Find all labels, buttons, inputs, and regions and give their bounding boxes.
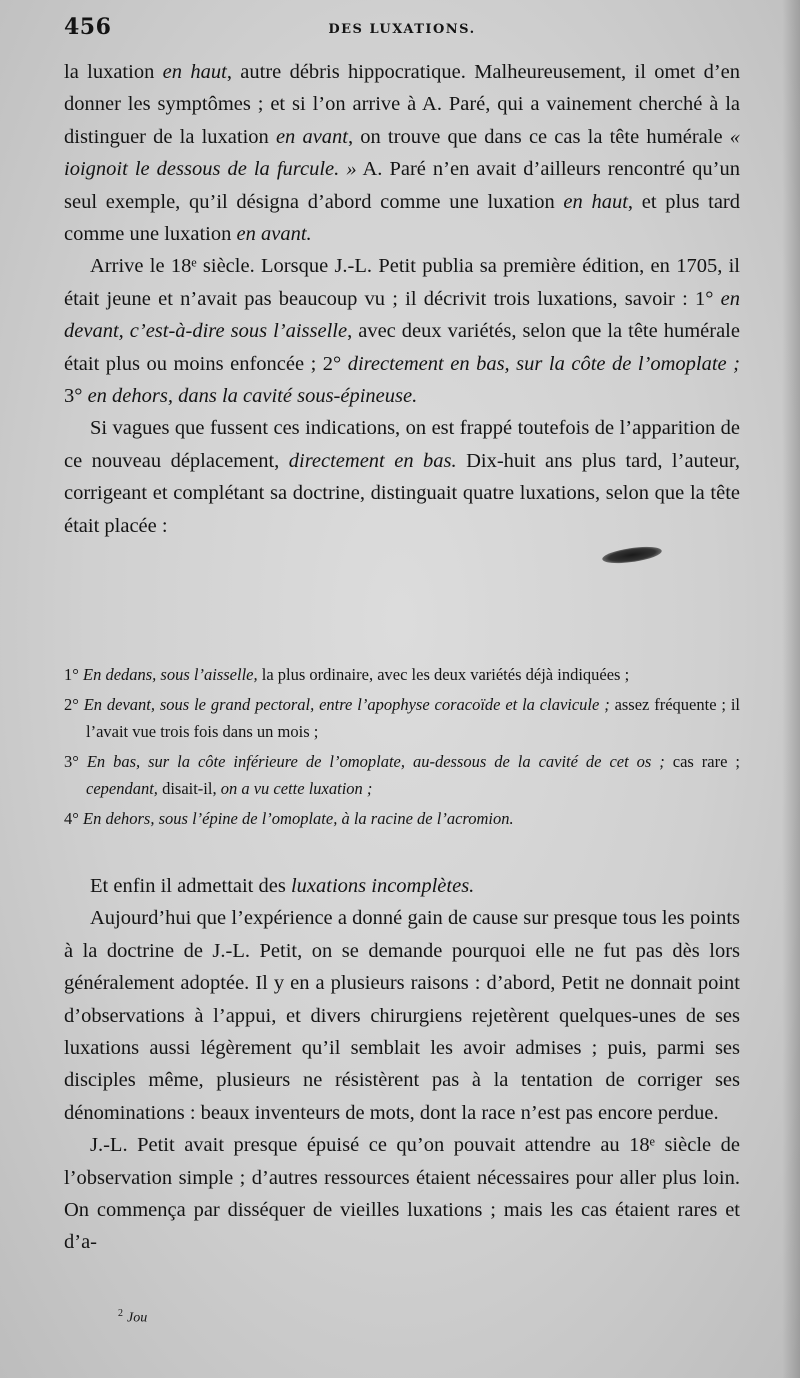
text-run: Si vagues que fussent ces indications, on est frappé toutefois de l’apparition de ce nouveau déplacement, — [64, 417, 740, 472]
italic-text: cependant, — [86, 778, 158, 798]
text-run: Aujourd’hui que l’expérience a donné gain de cause sur presque tous les points à la doctrine de J.-L. Petit, on se demande pourquoi elle ne fut pas dès lors généralement adoptée. Il y en a plusieurs raisons : d’abord, Petit ne donnait point d’observations à l’appui, et divers chirurgiens rejetèrent quelques-unes de ses luxations aussi légèrement qu’il semblait les avoir admises ; puis, parmi ses disciples même, plusieurs ne résistèrent pas à la tentation de corriger ses dénominations : beaux inventeurs de mots, dont la race n’est pas encore perdue. — [64, 907, 740, 1124]
paragraph-5 — [64, 902, 740, 1129]
text-run: J.-L. Petit avait presque épuisé ce qu’on pouvait attendre au 18ᵉ siècle de l’observation simple ; d’autres ressources étaient nécessaires pour aller plus loin. On commença par disséquer de vieilles luxations ; mais les cas étaient rares et d’a- — [64, 1134, 740, 1254]
running-title: DES LUXATIONS. — [328, 22, 476, 37]
italic-text: on a vu cette luxation ; — [220, 778, 373, 798]
text-run: la luxation — [64, 61, 163, 83]
italic-text: directement en bas. — [288, 449, 457, 472]
text-run: Dix-huit ans plus tard, l’auteur, corrigeant et complétant sa doctrine, distinguait quatre luxations, selon que la tête était placée : — [64, 449, 740, 537]
italic-text: en haut — [563, 190, 628, 213]
italic-text: directement en bas, sur la côte de l’omoplate ; — [347, 352, 740, 375]
paragraph-4 — [64, 870, 740, 902]
list-item — [64, 749, 740, 802]
italic-text: En bas, sur la côte inférieure de l’omoplate, au-dessous de la cavité de cet os ; — [86, 752, 665, 772]
italic-text: en avant — [275, 125, 348, 148]
page-number: 456 — [64, 14, 112, 40]
body-text-top — [64, 56, 740, 542]
list-item — [64, 692, 740, 745]
text-run: Et enfin il admettait des — [90, 875, 291, 897]
italic-text: en haut — [162, 61, 227, 83]
text-run: , autre débris hippocratique. Malheureusement, il omet d’en donner les symptômes ; et si l’on arrive à A. Paré, qui a vainement cherché à la distinguer de la luxation — [64, 61, 741, 148]
text-run: , on trouve que dans ce cas la tête humérale — [348, 125, 730, 148]
ink-blot-mark — [601, 544, 662, 566]
paragraph-1 — [64, 56, 740, 250]
text-run: 3° — [64, 752, 87, 772]
text-run: , avec deux variétés, selon que la tête humérale était plus ou moins enfoncée ; 2° — [64, 320, 740, 375]
footnote — [118, 1308, 147, 1327]
list-item — [64, 806, 740, 832]
text-run: A. Paré n’en avait d’ailleurs rencontré qu’un seul exemple, qu’il désigna d’abord comme une luxation — [64, 158, 740, 213]
italic-text: En dedans, sous l’aisselle, — [82, 665, 258, 684]
text-run: , et plus tard comme une luxation — [64, 190, 740, 246]
paragraph-2 — [64, 250, 740, 412]
italic-text: luxations incomplètes. — [290, 875, 475, 897]
text-run: 1° — [64, 665, 83, 684]
text-run: disait-il, — [157, 778, 221, 798]
italic-text: en dehors, dans la cavité sous-épineuse. — [87, 385, 418, 408]
italic-text: en devant, c’est-à-dire sous l’aisselle — [64, 287, 740, 343]
text-run: Arrive le 18ᵉ siècle. Lorsque J.-L. Petit publia sa première édition, en 1705, il était jeune et n’avait pas beaucoup vu ; il décrivit trois luxations, savoir : 1° — [64, 255, 740, 310]
text-run: cas rare ; — [664, 752, 740, 772]
italic-text: « ioignoit le dessous de la furcule. » — [64, 125, 740, 181]
italic-text: en avant. — [236, 223, 312, 246]
luxation-list — [64, 662, 740, 836]
text-run: 3° — [64, 385, 88, 408]
text-run: 2° — [64, 695, 84, 715]
footnote-text: Jou — [127, 1310, 148, 1326]
text-run: 4° — [64, 809, 83, 829]
running-head — [64, 14, 740, 46]
paragraph-3 — [64, 412, 740, 542]
body-text-bottom — [64, 870, 740, 1259]
italic-text: En dehors, sous l’épine de l’omoplate, à la racine de l’acromion. — [82, 809, 514, 829]
italic-text: En devant, sous le grand pectoral, entre l’apophyse coracoïde et la clavicule ; — [83, 695, 610, 715]
paragraph-6 — [64, 1129, 740, 1259]
footnote-number: 2 — [118, 1308, 123, 1319]
list-item — [64, 662, 740, 688]
text-run: assez fréquente ; il l’avait vue trois fois dans un mois ; — [86, 695, 740, 741]
text-run: la plus ordinaire, avec les deux variétés déjà indiquées ; — [257, 665, 630, 684]
